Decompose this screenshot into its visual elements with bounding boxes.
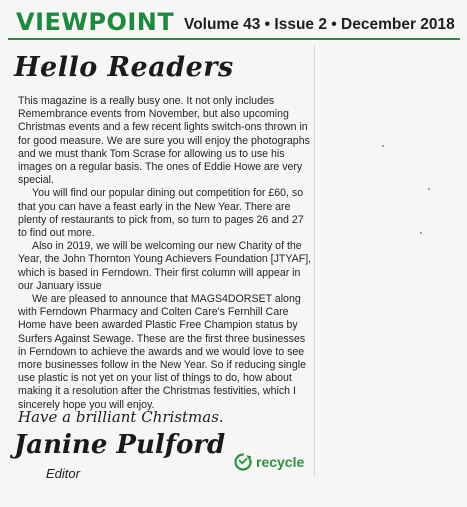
- signoff-line: Have a brilliant Christmas.: [18, 408, 224, 426]
- recycle-icon: [233, 452, 253, 472]
- recycle-logo: [233, 452, 304, 472]
- paragraph: You will find our popular dining out competition for £60, so that you can have a feast early in the New Year. There are plenty of restaurants to pick from, so turn to pages 26 and 27 to find out more.: [18, 187, 304, 240]
- paragraph: Also in 2019, we will be welcoming our new Charity of the Year, the John Thornton Young Achievers Foundation [JTYAF], which is based in Ferndown. Their first column will appear in our January issue: [18, 240, 312, 292]
- scan-speck: [420, 232, 422, 234]
- greeting-heading: Hello Readers: [14, 52, 234, 83]
- editor-role: Editor: [46, 466, 80, 481]
- editorial-body: [18, 95, 314, 412]
- recycle-label: recycle: [256, 454, 305, 470]
- masthead: [8, 6, 460, 40]
- issue-info: Volume 43 • Issue 2 • December 2018: [184, 16, 455, 33]
- paragraph: We are pleased to announce that MAGS4DORSET along with Ferndown Pharmacy and Colten Care's Fernhill Care Home have been awarded Plastic Free Champion status by Surfers Against Sewage. These are the first three businesses in Ferndown to achieve the awards and we would love to see more businesses follow in the New Year. So if reducing single use plastic is not yet on your list of things to do, how about making it a resolution after the Christmas festivities, which I sincerely hope you will enjoy.: [18, 293, 306, 411]
- scan-speck: [428, 188, 430, 190]
- column-divider: [314, 46, 315, 476]
- magazine-title: VIEWPOINT: [16, 8, 175, 36]
- editor-signature: Janine Pulford: [14, 430, 226, 460]
- scan-speck: [382, 145, 384, 147]
- paragraph: This magazine is a really busy one. It not only includes Remembrance events from November, but also upcoming Christmas events and a few recent lights switch-ons thrown in for good measure. We are sure you will enjoy the photographs and we must thank Tom Scrase for allowing us to use his images on a regular basis. The ones of Eddie Howe are very special.: [18, 95, 310, 187]
